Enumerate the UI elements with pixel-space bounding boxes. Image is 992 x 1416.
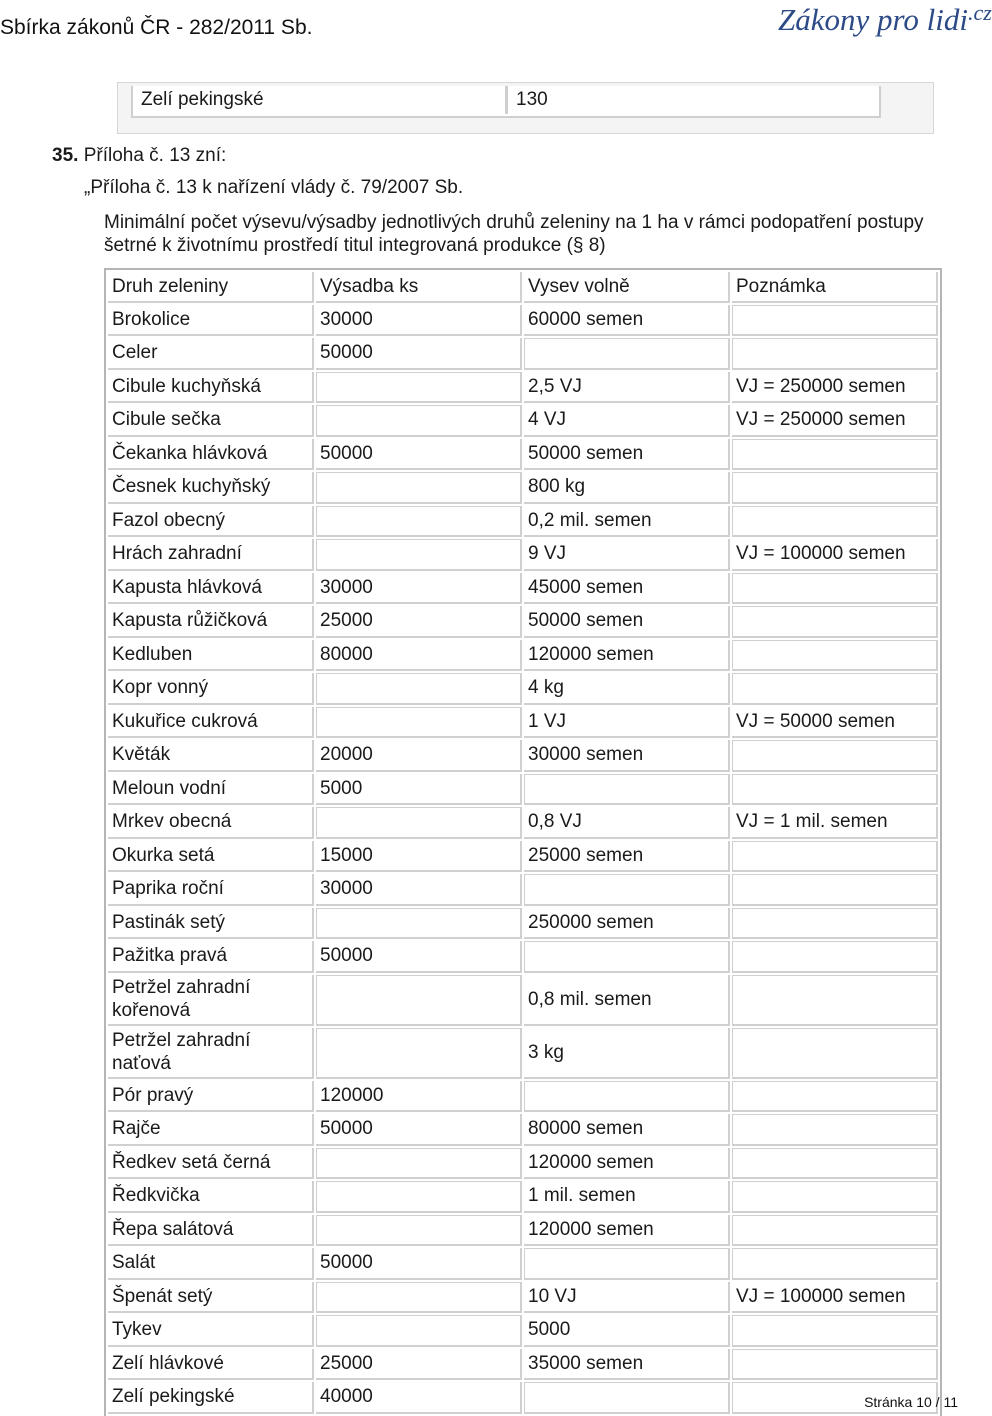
table-cell: 9 VJ bbox=[524, 539, 730, 571]
table-cell: 2,5 VJ bbox=[524, 372, 730, 404]
table-cell: 1 VJ bbox=[524, 707, 730, 739]
table-row bbox=[108, 539, 938, 571]
amendment-text: Příloha č. 13 zní: bbox=[83, 145, 227, 166]
table-cell: 4 kg bbox=[524, 673, 730, 705]
site-logo[interactable] bbox=[778, 0, 992, 40]
table-cell bbox=[732, 1081, 938, 1113]
table-cell bbox=[316, 472, 522, 504]
table-cell: VJ = 100000 semen bbox=[732, 539, 938, 571]
table-cell: Rajče bbox=[108, 1114, 314, 1146]
table-cell: Celer bbox=[108, 338, 314, 370]
table-cell: Květák bbox=[108, 740, 314, 772]
table-cell: VJ = 100000 semen bbox=[732, 1282, 938, 1314]
table-cell: Česnek kuchyňský bbox=[108, 472, 314, 504]
amendment-heading bbox=[52, 145, 226, 167]
table-header-row bbox=[108, 272, 938, 303]
table-row bbox=[108, 975, 938, 1026]
table-cell bbox=[732, 1181, 938, 1213]
table-cell: 50000 semen bbox=[524, 606, 730, 638]
table-cell: 25000 bbox=[316, 1349, 522, 1381]
table-row bbox=[108, 439, 938, 471]
table-cell: Zelí pekingské bbox=[108, 1382, 314, 1414]
table-row bbox=[108, 606, 938, 638]
table-cell: 30000 semen bbox=[524, 740, 730, 772]
table-row bbox=[108, 338, 938, 370]
table-cell bbox=[732, 1315, 938, 1347]
table-cell: 50000 bbox=[316, 1114, 522, 1146]
table-row bbox=[108, 573, 938, 605]
table-cell bbox=[316, 1315, 522, 1347]
annex-description: Minimální počet výsevu/výsadby jednotlivých druhů zeleniny na 1 ha v rámci podopatření postupy šetrné k životnímu prostředí titul integrovaná produkce (§ 8) bbox=[104, 212, 924, 256]
table-cell: 120000 bbox=[316, 1081, 522, 1113]
table-row bbox=[108, 1382, 938, 1414]
table-row bbox=[108, 1148, 938, 1180]
table-cell: Zelí hlávkové bbox=[108, 1349, 314, 1381]
table-cell: 50000 bbox=[316, 338, 522, 370]
table-cell bbox=[732, 740, 938, 772]
table-cell bbox=[732, 338, 938, 370]
table-header-cell: Druh zeleniny bbox=[108, 272, 314, 303]
table-cell bbox=[524, 1081, 730, 1113]
table-cell: Kukuřice cukrová bbox=[108, 707, 314, 739]
table-row bbox=[108, 506, 938, 538]
table-cell bbox=[316, 1282, 522, 1314]
table-cell bbox=[316, 1181, 522, 1213]
table-cell: Paprika roční bbox=[108, 874, 314, 906]
table-cell: 45000 semen bbox=[524, 573, 730, 605]
table-cell bbox=[524, 874, 730, 906]
table-cell bbox=[524, 1248, 730, 1280]
table-cell: Ředkev setá černá bbox=[108, 1148, 314, 1180]
table-cell bbox=[316, 405, 522, 437]
table-cell: Hrách zahradní bbox=[108, 539, 314, 571]
table-cell bbox=[732, 640, 938, 672]
table-header-cell: Poznámka bbox=[732, 272, 938, 303]
table-cell: Cibule kuchyňská bbox=[108, 372, 314, 404]
annex-title: „Příloha č. 13 k nařízení vlády č. 79/2007 Sb. bbox=[84, 177, 464, 198]
table-row bbox=[108, 472, 938, 504]
table-cell bbox=[732, 841, 938, 873]
table-cell: 25000 bbox=[316, 606, 522, 638]
table-row bbox=[108, 1081, 938, 1113]
table-cell bbox=[732, 941, 938, 973]
table-cell: 30000 bbox=[316, 305, 522, 337]
table-cell: 80000 semen bbox=[524, 1114, 730, 1146]
table-cell: Pažitka pravá bbox=[108, 941, 314, 973]
logo-suffix: .cz bbox=[968, 0, 992, 25]
table-cell: Pastinák setý bbox=[108, 908, 314, 940]
table-cell bbox=[732, 874, 938, 906]
table-cell: Meloun vodní bbox=[108, 774, 314, 806]
table-cell bbox=[316, 372, 522, 404]
table-cell bbox=[316, 975, 522, 1026]
table-cell: Čekanka hlávková bbox=[108, 439, 314, 471]
table-row bbox=[108, 1282, 938, 1314]
table-cell: 3 kg bbox=[524, 1028, 730, 1079]
table-row bbox=[108, 740, 938, 772]
table-cell: 25000 semen bbox=[524, 841, 730, 873]
table-cell bbox=[732, 975, 938, 1026]
table-cell: Ředkvička bbox=[108, 1181, 314, 1213]
table-cell: 50000 bbox=[316, 439, 522, 471]
table-cell: 20000 bbox=[316, 740, 522, 772]
table-cell bbox=[732, 1028, 938, 1079]
table-cell: 35000 semen bbox=[524, 1349, 730, 1381]
table-cell: 50000 bbox=[316, 1248, 522, 1280]
table-cell bbox=[732, 506, 938, 538]
table-cell: 120000 semen bbox=[524, 1215, 730, 1247]
table-cell bbox=[316, 506, 522, 538]
table-cell: 30000 bbox=[316, 874, 522, 906]
table-cell bbox=[316, 1028, 522, 1079]
previous-table-row bbox=[131, 86, 881, 118]
page-number: Stránka 10 / 11 bbox=[864, 1394, 958, 1410]
table-cell: 80000 bbox=[316, 640, 522, 672]
table-row bbox=[108, 405, 938, 437]
table-cell bbox=[732, 1215, 938, 1247]
table-cell: 30000 bbox=[316, 573, 522, 605]
table-cell: Kapusta růžičková bbox=[108, 606, 314, 638]
table-cell: VJ = 1 mil. semen bbox=[732, 807, 938, 839]
table-cell: 5000 bbox=[524, 1315, 730, 1347]
table-cell bbox=[732, 1248, 938, 1280]
table-row bbox=[108, 841, 938, 873]
table-cell bbox=[732, 439, 938, 471]
table-cell: Kedluben bbox=[108, 640, 314, 672]
vegetable-table bbox=[104, 268, 942, 1416]
table-row bbox=[108, 1028, 938, 1079]
table-cell: Špenát setý bbox=[108, 1282, 314, 1314]
table-cell: 0,8 mil. semen bbox=[524, 975, 730, 1026]
table-cell: VJ = 250000 semen bbox=[732, 405, 938, 437]
table-cell bbox=[732, 1114, 938, 1146]
table-header-cell: Vysev volně bbox=[524, 272, 730, 303]
table-cell: 40000 bbox=[316, 1382, 522, 1414]
table-cell bbox=[732, 606, 938, 638]
table-cell: 120000 semen bbox=[524, 1148, 730, 1180]
table-cell: VJ = 250000 semen bbox=[732, 372, 938, 404]
table-cell: Petržel zahradní naťová bbox=[108, 1028, 314, 1079]
table-cell bbox=[732, 1148, 938, 1180]
table-cell: Okurka setá bbox=[108, 841, 314, 873]
table-cell bbox=[732, 573, 938, 605]
table-cell bbox=[316, 707, 522, 739]
table-cell bbox=[732, 673, 938, 705]
logo-text: Zákony pro lidi bbox=[778, 2, 969, 37]
table-cell: Kapusta hlávková bbox=[108, 573, 314, 605]
table-row bbox=[108, 1349, 938, 1381]
table-cell: 50000 bbox=[316, 941, 522, 973]
table-row bbox=[108, 372, 938, 404]
table-row bbox=[108, 673, 938, 705]
table-cell bbox=[316, 673, 522, 705]
table-cell bbox=[316, 1148, 522, 1180]
table-cell: VJ = 50000 semen bbox=[732, 707, 938, 739]
table-cell: Pór pravý bbox=[108, 1081, 314, 1113]
table-header-cell: Výsadba ks bbox=[316, 272, 522, 303]
table-cell bbox=[732, 1349, 938, 1381]
table-row bbox=[108, 305, 938, 337]
table-row bbox=[108, 1114, 938, 1146]
table-cell: Petržel zahradní kořenová bbox=[108, 975, 314, 1026]
previous-table-cell-value: 130 bbox=[507, 86, 877, 114]
table-cell bbox=[732, 908, 938, 940]
table-cell bbox=[524, 338, 730, 370]
table-cell: 10 VJ bbox=[524, 1282, 730, 1314]
table-cell: Cibule sečka bbox=[108, 405, 314, 437]
table-cell bbox=[524, 1382, 730, 1414]
table-cell: 800 kg bbox=[524, 472, 730, 504]
table-cell bbox=[316, 908, 522, 940]
table-cell: 1 mil. semen bbox=[524, 1181, 730, 1213]
table-cell: Řepa salátová bbox=[108, 1215, 314, 1247]
table-cell: 5000 bbox=[316, 774, 522, 806]
table-cell: Kopr vonný bbox=[108, 673, 314, 705]
table-row bbox=[108, 1181, 938, 1213]
table-cell bbox=[524, 774, 730, 806]
table-cell: Fazol obecný bbox=[108, 506, 314, 538]
amendment-number: 35. bbox=[52, 145, 79, 166]
table-cell: 120000 semen bbox=[524, 640, 730, 672]
table-cell: 0,2 mil. semen bbox=[524, 506, 730, 538]
table-cell: 0,8 VJ bbox=[524, 807, 730, 839]
table-cell: 4 VJ bbox=[524, 405, 730, 437]
table-cell: 60000 semen bbox=[524, 305, 730, 337]
table-cell: 50000 semen bbox=[524, 439, 730, 471]
table-cell bbox=[316, 807, 522, 839]
table-cell: Brokolice bbox=[108, 305, 314, 337]
table-row bbox=[108, 807, 938, 839]
table-cell: Mrkev obecná bbox=[108, 807, 314, 839]
table-row bbox=[108, 1248, 938, 1280]
table-row bbox=[108, 1315, 938, 1347]
table-cell bbox=[524, 941, 730, 973]
table-cell: Salát bbox=[108, 1248, 314, 1280]
previous-table-cell-name: Zelí pekingské bbox=[133, 86, 507, 114]
table-row bbox=[108, 640, 938, 672]
table-cell bbox=[316, 539, 522, 571]
page-header-title: Sbírka zákonů ČR - 282/2011 Sb. bbox=[0, 16, 313, 39]
table-cell: 250000 semen bbox=[524, 908, 730, 940]
table-cell bbox=[732, 305, 938, 337]
table-row bbox=[108, 774, 938, 806]
table-cell: Tykev bbox=[108, 1315, 314, 1347]
table-cell: 15000 bbox=[316, 841, 522, 873]
table-cell bbox=[732, 472, 938, 504]
table-cell bbox=[316, 1215, 522, 1247]
table-row bbox=[108, 707, 938, 739]
table-row bbox=[108, 908, 938, 940]
table-cell bbox=[732, 774, 938, 806]
table-row bbox=[108, 941, 938, 973]
table-row bbox=[108, 874, 938, 906]
table-row bbox=[108, 1215, 938, 1247]
